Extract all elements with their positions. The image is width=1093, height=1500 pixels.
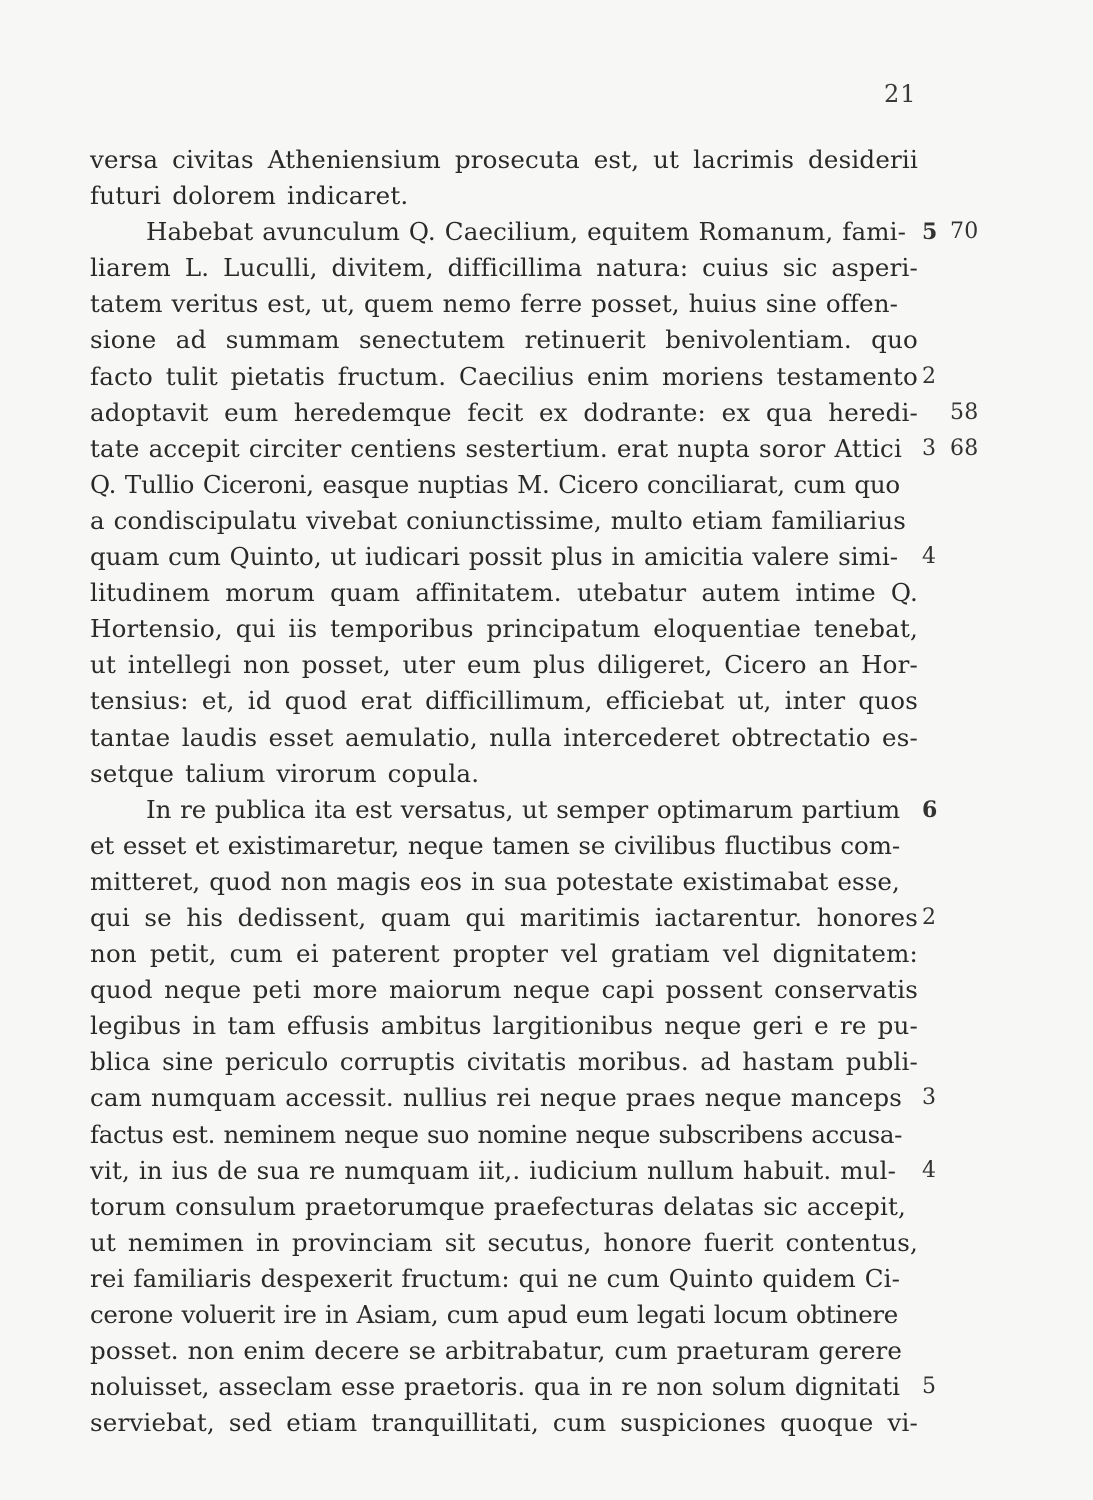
text-line: sione ad summam senectutem retinuerit benivolentiam. quo [90, 325, 918, 355]
text-line: cam numquam accessit. nullius rei neque praes neque manceps 3 [90, 1080, 920, 1116]
text-line: mitteret, quod non magis eos in sua potestate existimabat esse, [90, 866, 900, 896]
text-line: setque talium virorum copula. [90, 758, 480, 788]
text-line: Hortensio, qui iis temporibus principatum eloquentiae tenebat, [90, 614, 918, 644]
text-line: tate accepit circiter centiens sestertium. erat nupta soror Attici 3 68 [90, 431, 920, 467]
text-line: Habebat avunculum Q. Caecilium, equitem Romanum, fami- 5 70 [90, 214, 920, 250]
text-line: torum consulum praetorumque praefecturas delatas sic accepit, [90, 1191, 906, 1221]
section-number: 4 [922, 1157, 937, 1183]
text-line: a condiscipulatu vivebat coniunctissime, multo etiam familiarius [90, 505, 906, 535]
text-line: In re publica ita est versatus, ut semper optimarum partium 6 [90, 792, 920, 828]
section-number: 3 [922, 1085, 937, 1111]
margin-reference: 68 [950, 435, 979, 461]
text-line: noluisset, asseclam esse praetoris. qua in re non solum dignitati 5 [90, 1369, 920, 1405]
section-number: 5 [922, 1374, 937, 1400]
margin-reference: 70 [950, 219, 979, 245]
text-line: posset. non enim decere se arbitrabatur, cum praeturam gerere [90, 1336, 902, 1366]
text-line: tatem veritus est, ut, quem nemo ferre posset, huius sine offen- [90, 289, 898, 319]
text-line: vit, in ius de sua re numquam iit,. iudicium nullum habuit. mul- 4 [90, 1153, 920, 1189]
text-line: quam cum Quinto, ut iudicari possit plus in amicitia valere simi- 4 [90, 539, 920, 575]
text-line: quod neque peti more maiorum neque capi possent conservatis [90, 975, 918, 1005]
text-line: serviebat, sed etiam tranquillitati, cum suspiciones quoque vi- [90, 1408, 918, 1438]
section-number: 4 [922, 544, 937, 570]
section-number: 2 [922, 904, 937, 930]
text-line: non petit, cum ei paterent propter vel gratiam vel dignitatem: [90, 939, 918, 969]
text-line: futuri dolorem indicaret. [90, 181, 409, 211]
text-line: versa civitas Atheniensium prosecuta est, ut lacrimis desiderii [90, 145, 918, 174]
text-line: liarem L. Luculli, divitem, difficillima natura: cuius sic asperi- [90, 253, 918, 283]
text-line: legibus in tam effusis ambitus largitionibus neque geri e re pu- [90, 1011, 918, 1041]
text-line: tantae laudis esset aemulatio, nulla intercederet obtrectatio es- [90, 722, 918, 752]
text-line: ut nemimen in provinciam sit secutus, honore fuerit contentus, [90, 1227, 918, 1257]
page-number: 21 [884, 80, 917, 108]
text-line: tensius: et, id quod erat difficillimum, efficiebat ut, inter quos [90, 686, 918, 716]
text-line: cerone voluerit ire in Asiam, cum apud eum legati locum obtinere [90, 1300, 898, 1329]
text-line: et esset et existimaretur, neque tamen se civilibus fluctibus com- [90, 830, 900, 860]
text-line: rei familiaris despexerit fructum: qui ne cum Quinto quidem Ci- [90, 1263, 900, 1293]
text-line: litudinem morum quam affinitatem. utebatur autem intime Q. [90, 578, 918, 608]
text-line: factus est. neminem neque suo nomine neque subscribens accusa- [90, 1119, 902, 1149]
text-line: facto tulit pietatis fructum. Caecilius enim moriens testamento 2 [90, 359, 920, 395]
body-text [90, 142, 979, 1441]
chapter-number: 5 [922, 219, 938, 246]
text-line: Q. Tullio Ciceroni, easque nuptias M. Cicero conciliarat, cum quo [90, 469, 900, 499]
margin-reference: 58 [950, 399, 979, 425]
text-line: ut intellegi non posset, uter eum plus diligeret, Cicero an Hor- [90, 650, 918, 680]
text-line: blica sine periculo corruptis civitatis moribus. ad hastam publi- [90, 1047, 918, 1077]
text-line: qui se his dedissent, quam qui maritimis iactarentur. honores 2 [90, 900, 920, 936]
section-number: 3 [922, 435, 937, 461]
section-number: 2 [922, 363, 937, 389]
text-line: adoptavit eum heredemque fecit ex dodrante: ex qua heredi- 58 [90, 395, 920, 431]
chapter-number: 6 [922, 796, 938, 823]
